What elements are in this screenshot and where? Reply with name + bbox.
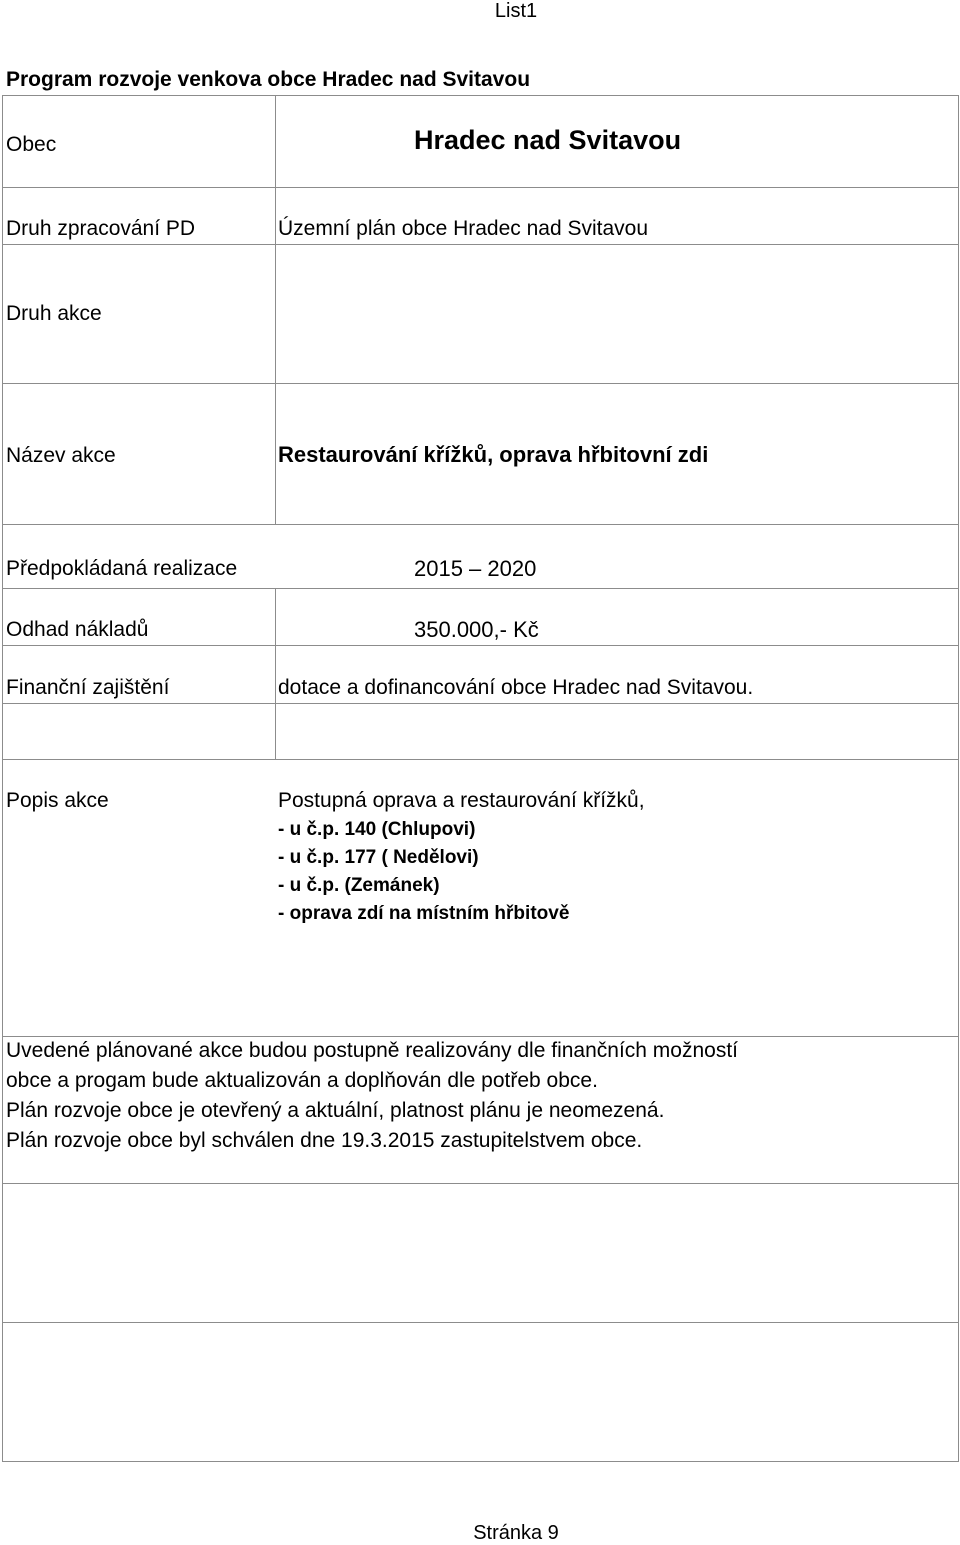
popis-item: - u č.p. (Zemánek) — [278, 875, 440, 896]
financni-label: Finanční zajištění — [6, 676, 170, 699]
naklady-value: 350.000,- Kč — [414, 617, 539, 642]
popis-item: - u č.p. 177 ( Nedělovi) — [278, 847, 479, 868]
nazev-akce-label: Název akce — [6, 444, 116, 467]
druh-akce-label: Druh akce — [6, 302, 102, 325]
page-number: Stránka 9 — [473, 1522, 559, 1544]
obec-value: Hradec nad Svitavou — [414, 125, 682, 155]
druh-zpracovani-label: Druh zpracování PD — [6, 217, 196, 240]
note-line: Plán rozvoje obce byl schválen dne 19.3.2015 zastupitelstvem obce. — [6, 1129, 643, 1152]
popis-label: Popis akce — [6, 789, 109, 812]
druh-zpracovani-value: Územní plán obce Hradec nad Svitavou — [278, 217, 649, 240]
realizace-label: Předpokládaná realizace — [6, 557, 238, 580]
nazev-akce-value: Restaurování křížků, oprava hřbitovní zdi — [278, 442, 709, 467]
note-line: Plán rozvoje obce je otevřený a aktuální, platnost plánu je neomezená. — [6, 1099, 665, 1122]
sheet-name: List1 — [494, 0, 538, 22]
financni-value: dotace a dofinancování obce Hradec nad Svitavou. — [278, 676, 754, 699]
document-title: Program rozvoje venkova obce Hradec nad Svitavou — [6, 68, 531, 91]
popis-item: - oprava zdí na místním hřbitově — [278, 903, 570, 924]
popis-intro: Postupná oprava a restaurování křížků, — [278, 789, 645, 812]
popis-item: - u č.p. 140 (Chlupovi) — [278, 819, 476, 840]
obec-label: Obec — [6, 133, 57, 156]
note-line: obce a progam bude aktualizován a doplňován dle potřeb obce. — [6, 1069, 598, 1092]
realizace-value: 2015 – 2020 — [414, 556, 537, 581]
note-line: Uvedené plánované akce budou postupně realizovány dle finančních možností — [6, 1039, 738, 1062]
naklady-label: Odhad nákladů — [6, 618, 149, 641]
